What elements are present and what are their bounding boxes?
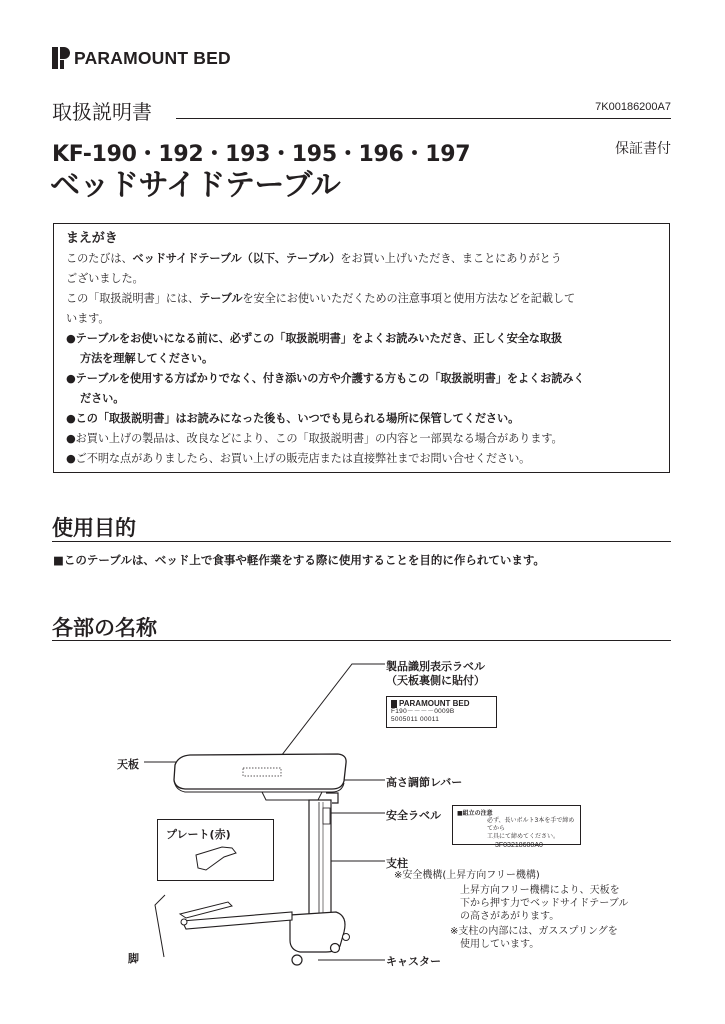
product-name: ベッドサイドテーブル [50, 168, 341, 203]
preface-bullet-1a: ●テーブルをお使いになる前に、必ずこの「取扱説明書」をよくお読みいただき、正しく安全な取扱 [66, 332, 563, 345]
callout-leg: 脚 [128, 952, 139, 965]
pillar-note-4: の高さがあがります。 [460, 911, 560, 922]
pillar-note-1: ※安全機構(上昇方向フリー機構) [394, 870, 540, 881]
safety-label-tag [452, 805, 581, 849]
preface-bullet-1b: 方法を理解してください。 [80, 352, 214, 365]
warranty-note: 保証書付 [615, 141, 671, 157]
callout-caster: キャスター [386, 955, 441, 968]
purpose-text: ■このテーブルは、ベッド上で食事や軽作業をする際に使用することを目的に作られています。 [53, 553, 545, 567]
callout-product-label: 製品識別表示ラベル [386, 660, 485, 673]
preface-line-4: います。 [66, 312, 110, 325]
callout-height-lever: 高さ調節レバー [386, 776, 463, 789]
pillar-drawing [309, 800, 331, 918]
tag-line-1: F190－－－－0009B [391, 708, 455, 715]
manual-label: 取扱説明書 [52, 100, 152, 124]
callout-product-label-note: （天板裏側に貼付） [386, 674, 485, 687]
callout-top-board: 天板 [117, 758, 139, 771]
safety-tag-line-2: 工具にて締めてください。 [487, 833, 560, 840]
preface-heading: まえがき [66, 231, 118, 246]
preface-line-3: この「取扱説明書」には、テーブルを安全にお使いいただくための注意事項と使用方法などを記載して [66, 292, 576, 305]
safety-tag-line-1: 必ず、長いボルト3本を手で締めてから [487, 817, 575, 832]
pillar-note-5: ※支柱の内部には、ガススプリングを [450, 926, 618, 937]
preface-bullet-2b: ださい。 [80, 392, 125, 405]
plate-inset-box [157, 819, 274, 881]
brand-name: PARAMOUNT BED [74, 47, 231, 68]
base-drawing [180, 902, 350, 965]
pillar-note-6: 使用しています。 [460, 939, 540, 950]
preface-box [53, 223, 670, 473]
purpose-rule [52, 541, 671, 542]
preface-bullet-3: ●この「取扱説明書」はお読みになった後も、いつでも見られる場所に保管してください。 [66, 412, 520, 425]
preface-bullet-4: ●お買い上げの製品は、改良などにより、この「取扱説明書」の内容と一部異なる場合があります。 [66, 432, 563, 445]
tag-logo-icon [391, 700, 397, 708]
product-label-tag [386, 696, 497, 728]
title-rule [176, 118, 671, 119]
pillar-note-2: 上昇方向フリー機構により、天板を [460, 885, 620, 896]
preface-line-1: このたびは、ベッドサイドテーブル（以下、テーブル）をお買い上げいただき、まことにありがとう [66, 252, 562, 265]
callout-plate: プレート(赤) [166, 828, 231, 841]
purpose-title: 使用目的 [52, 516, 136, 540]
model-numbers: KF-190・192・193・195・196・197 [52, 142, 471, 167]
paramount-logo-icon [52, 47, 70, 69]
parts-title: 各部の名称 [52, 616, 157, 640]
preface-bullet-5: ●ご不明な点がありましたら、お買い上げの販売店または直接弊社までお問い合せください。 [66, 452, 531, 465]
document-code: 7K00186200A7 [595, 101, 671, 113]
brand-logo [52, 47, 231, 69]
pillar-note-3: 下から押す力でベッドサイドテーブル [460, 898, 629, 909]
preface-bullet-2a: ●テーブルを使用する方ばかりでなく、付き添いの方や介護する方もこの「取扱説明書」をよくお読みく [66, 372, 585, 385]
callout-safety-label: 安全ラベル [386, 809, 441, 822]
tag-brand: PARAMOUNT BED [391, 699, 492, 708]
preface-line-2: ございました。 [66, 272, 144, 285]
parts-rule [52, 640, 671, 641]
table-top-drawing [174, 754, 346, 792]
tag-line-2: 5005011 00011 [391, 716, 440, 723]
safety-tag-code: 3F03218600A0 [495, 842, 543, 849]
safety-tag-heading: ■組立の注意 [457, 810, 493, 817]
callout-pillar: 支柱 [386, 857, 408, 870]
